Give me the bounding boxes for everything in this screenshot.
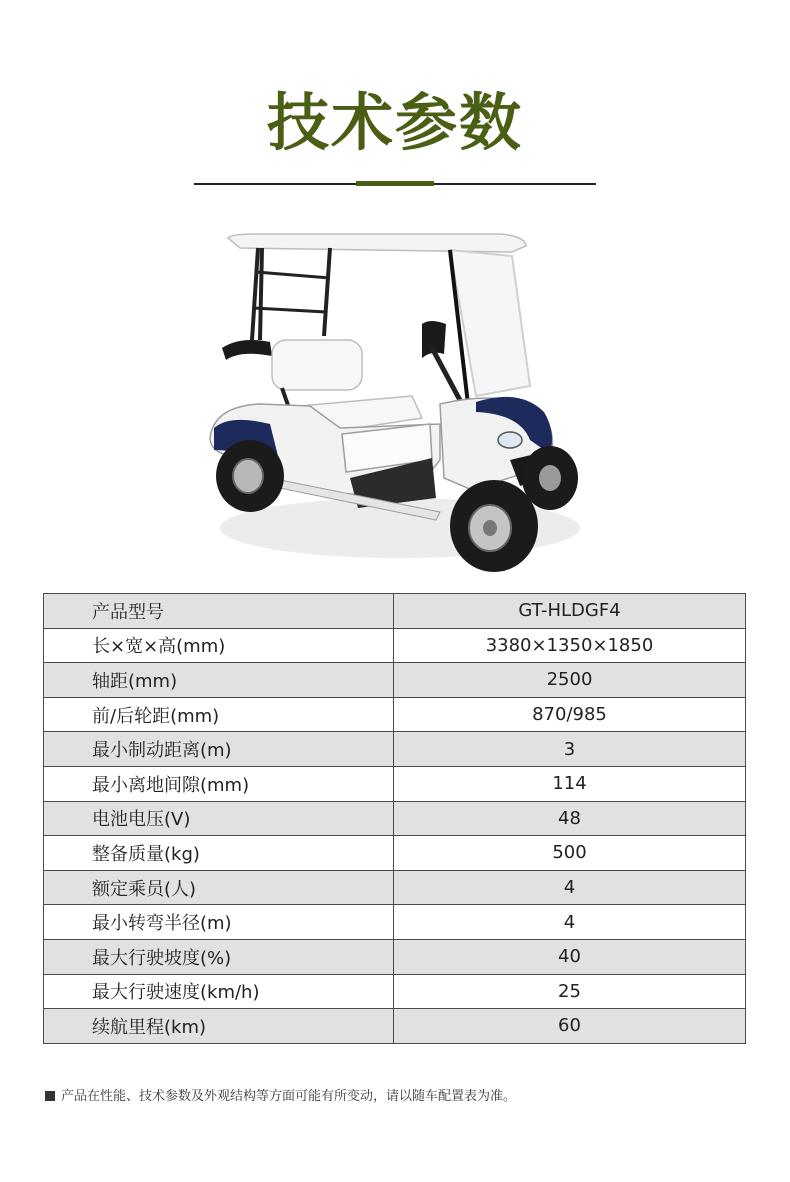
spec-value: 3380×1350×1850	[394, 628, 746, 663]
footnote-text: 产品在性能、技术参数及外观结构等方面可能有所变动，请以随车配置表为准。	[61, 1089, 517, 1104]
spec-value: 40	[394, 939, 746, 974]
table-row	[44, 905, 746, 940]
spec-label: 长×宽×高(mm)	[44, 628, 394, 663]
spec-value: 2500	[394, 663, 746, 698]
golf-cart-image	[200, 228, 590, 580]
spec-label: 额定乘员(人)	[44, 870, 394, 905]
table-row	[44, 801, 746, 836]
spec-label: 整备质量(kg)	[44, 836, 394, 871]
spec-label: 前/后轮距(mm)	[44, 697, 394, 732]
spec-value: 25	[394, 974, 746, 1009]
page-title: 技术参数	[266, 86, 523, 159]
spec-value: 60	[394, 1009, 746, 1044]
table-row	[44, 766, 746, 801]
table-row	[44, 732, 746, 767]
spec-label: 产品型号	[44, 594, 394, 629]
spec-label: 最大行驶坡度(%)	[44, 939, 394, 974]
table-row	[44, 836, 746, 871]
footnote	[45, 1085, 516, 1104]
spec-value: 114	[394, 766, 746, 801]
spec-value: 4	[394, 905, 746, 940]
spec-label: 最小离地间隙(mm)	[44, 766, 394, 801]
spec-label: 轴距(mm)	[44, 663, 394, 698]
spec-label: 最小转弯半径(m)	[44, 905, 394, 940]
spec-label: 最小制动距离(m)	[44, 732, 394, 767]
table-row	[44, 939, 746, 974]
table-row	[44, 1009, 746, 1044]
table-row	[44, 697, 746, 732]
spec-value: 48	[394, 801, 746, 836]
table-row	[44, 594, 746, 629]
spec-value: 500	[394, 836, 746, 871]
spec-table	[43, 593, 746, 1044]
spec-label: 最大行驶速度(km/h)	[44, 974, 394, 1009]
spec-label: 续航里程(km)	[44, 1009, 394, 1044]
table-row	[44, 974, 746, 1009]
table-row	[44, 870, 746, 905]
spec-value: 3	[394, 732, 746, 767]
square-bullet-icon	[45, 1091, 55, 1101]
spec-value: GT-HLDGF4	[394, 594, 746, 629]
title-divider-accent	[356, 181, 434, 186]
table-row	[44, 663, 746, 698]
table-row	[44, 628, 746, 663]
spec-label: 电池电压(V)	[44, 801, 394, 836]
spec-value: 4	[394, 870, 746, 905]
spec-value: 870/985	[394, 697, 746, 732]
